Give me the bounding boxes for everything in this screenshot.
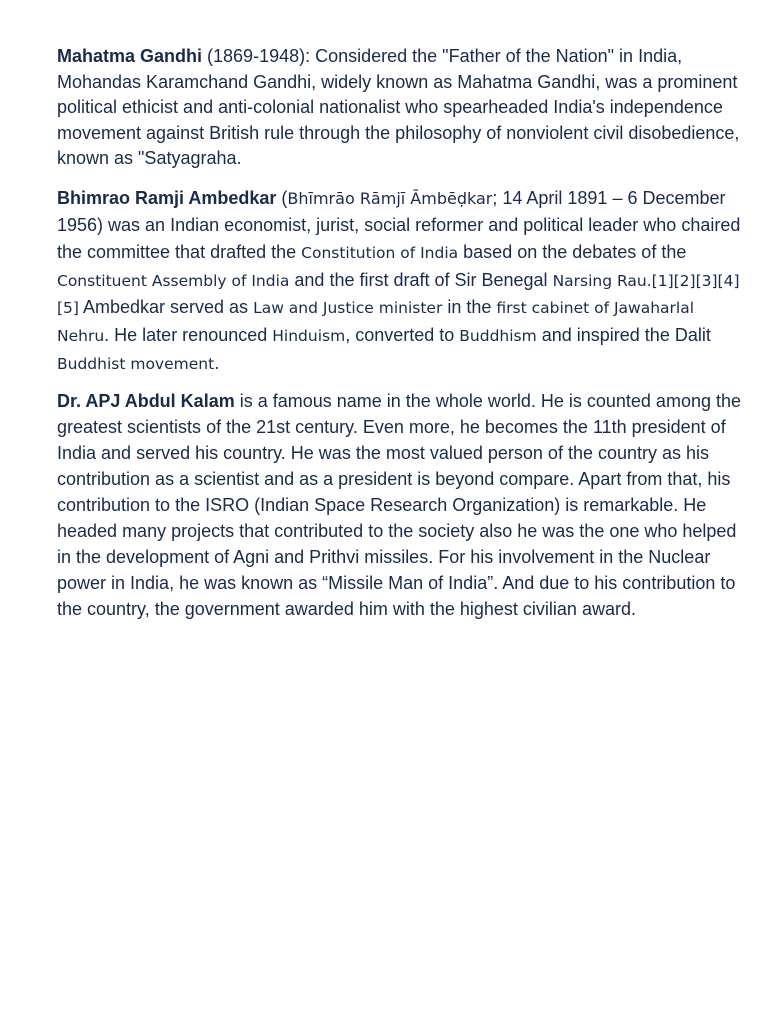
ambedkar-text-8: , converted to: [345, 325, 460, 346]
person-name-gandhi: Mahatma Gandhi: [57, 46, 203, 66]
paragraph-ambedkar: [57, 185, 747, 378]
link-hinduism[interactable]: Hinduism: [272, 327, 346, 346]
ambedkar-text-5: Ambedkar served as: [78, 297, 254, 318]
person-name-kalam: Dr. APJ Abdul Kalam: [57, 391, 235, 412]
document-body: [57, 44, 747, 636]
paragraph-gandhi: [57, 44, 747, 172]
ambedkar-text-6: in the: [442, 297, 497, 318]
ambedkar-text-7: . He later renounced: [104, 325, 273, 346]
paragraph-kalam-text: is a famous name in the whole world. He is counted among the greatest scientists of the 21st century. Even more, he becomes the 11th president of India and served his country. He was the most valued person of the country as his contribution as a scientist and as a president is beyond compare. Apart from that, his contribution to the ISRO (Indian Space Research Organization) is remarkable. He headed many projects that contributed to the society also he was the one who helped in the development of Agni and Prithvi missiles. For his involvement in the Nuclear power in India, he was known as “Missile Man of India”. And due to his contribution to the country, the government awarded him with the highest civilian award.: [57, 391, 741, 619]
link-first-cabinet-nehru[interactable]: first cabinet of Jawaharlal Nehru: [57, 299, 695, 346]
person-name-ambedkar: Bhimrao Ramji Ambedkar: [57, 187, 277, 208]
ambedkar-text-1: (: [276, 187, 288, 208]
ambedkar-text-9: and inspired the Dalit: [536, 325, 711, 346]
ambedkar-text-4: and the first draft of Sir Benegal: [289, 269, 553, 290]
ambedkar-text-2: ; 14 April 1891 – 6 December 1956) was an Indian economist, jurist, social reformer and political leader who chaired the committee that drafted the: [57, 187, 741, 262]
link-constituent-assembly[interactable]: Constituent Assembly of India: [57, 271, 290, 290]
ambedkar-text-3: based on the debates of the: [458, 241, 687, 262]
ambedkar-text-10: .: [214, 352, 220, 373]
link-constitution-of-india[interactable]: Constitution of India: [301, 243, 459, 262]
link-law-and-justice-minister[interactable]: Law and Justice minister: [253, 299, 443, 318]
ambedkar-native-name: Bhīmrāo Rāmjī Āmbēḍkar: [287, 188, 493, 208]
link-narsing-rau-references[interactable]: Narsing Rau.[1][2][3][4][5]: [57, 271, 740, 318]
link-buddhism[interactable]: Buddhism: [459, 327, 537, 346]
link-buddhist-movement[interactable]: Buddhist movement: [57, 354, 215, 373]
paragraph-gandhi-text: (1869-1948): Considered the "Father of the Nation" in India, Mohandas Karamchand Gandhi, widely known as Mahatma Gandhi, was a prominent political ethicist and anti-colonial nationalist who spearheaded India's independence movement against British rule through the philosophy of nonviolent civil disobedience, known as "Satyagraha.: [57, 46, 740, 168]
paragraph-kalam: [57, 389, 747, 622]
